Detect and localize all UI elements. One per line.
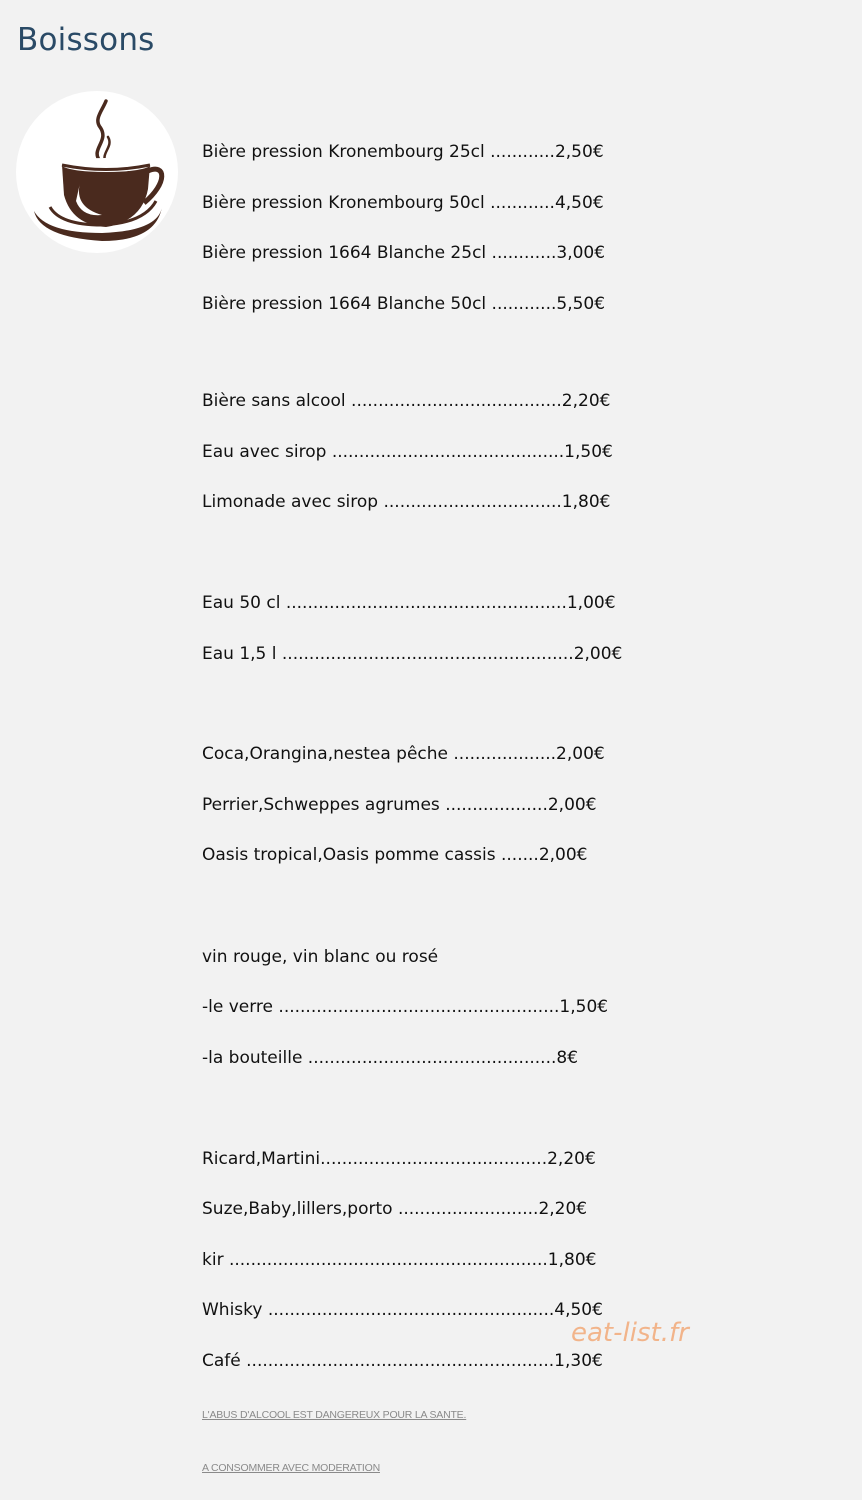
menu-item: Eau avec sirop ...........................................1,50€ — [202, 442, 613, 462]
menu-item: Whisky .....................................................4,50€ — [202, 1300, 603, 1320]
menu-heading: vin rouge, vin blanc ou rosé — [202, 947, 439, 967]
coffee-cup-icon — [16, 91, 178, 253]
watermark: eat-list.fr — [571, 1318, 689, 1348]
menu-item: -la bouteille ..............................................8€ — [202, 1048, 579, 1068]
logo — [16, 91, 178, 253]
menu-item: Ricard,Martini..........................................2,20€ — [202, 1149, 596, 1169]
menu-item: Bière sans alcool .......................................2,20€ — [202, 391, 611, 411]
menu-item: Bière pression Kronembourg 50cl ............4,50€ — [202, 193, 604, 213]
menu-item: Bière pression Kronembourg 25cl ............2,50€ — [202, 142, 604, 162]
menu-item: Limonade avec sirop .................................1,80€ — [202, 492, 611, 512]
menu-item: Eau 50 cl ....................................................1,00€ — [202, 593, 616, 613]
menu-item: Perrier,Schweppes agrumes ...................2,00€ — [202, 795, 597, 815]
menu-item: Coca,Orangina,nestea pêche ...................2,00€ — [202, 744, 605, 764]
menu-item: Eau 1,5 l ......................................................2,00€ — [202, 644, 623, 664]
menu-item: -le verre ....................................................1,50€ — [202, 997, 609, 1017]
alcohol-warning-note: L'ABUS D'ALCOOL EST DANGEREUX POUR LA SANTE. — [202, 1409, 467, 1421]
menu-item: Bière pression 1664 Blanche 25cl ............3,00€ — [202, 243, 606, 263]
menu-item: Suze,Baby,lillers,porto ..........................2,20€ — [202, 1199, 588, 1219]
menu-item: Oasis tropical,Oasis pomme cassis .......2,00€ — [202, 845, 588, 865]
moderation-note: A CONSOMMER AVEC MODERATION — [202, 1462, 380, 1474]
menu-item: Café .........................................................1,30€ — [202, 1351, 603, 1371]
menu-item: Bière pression 1664 Blanche 50cl ............5,50€ — [202, 294, 606, 314]
page-title: Boissons — [17, 22, 155, 58]
menu-item: kir ...........................................................1,80€ — [202, 1250, 597, 1270]
